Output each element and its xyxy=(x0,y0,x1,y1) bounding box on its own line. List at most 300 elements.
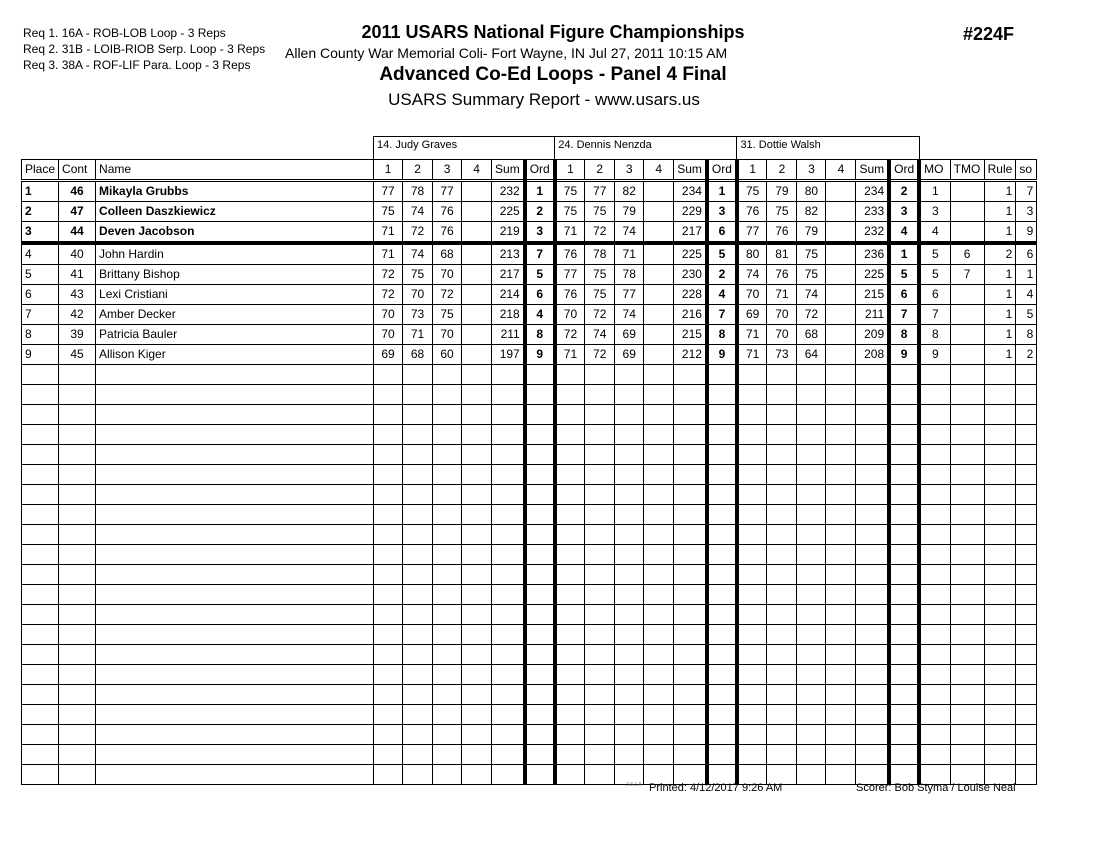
judge-2-score-4 xyxy=(644,505,674,525)
place-cell: 7 xyxy=(22,305,59,325)
judge-3-ord: 7 xyxy=(889,305,919,325)
empty-table-row xyxy=(22,485,1037,505)
cont-cell xyxy=(59,425,96,445)
so-cell: 8 xyxy=(1016,325,1037,345)
so-cell xyxy=(1016,545,1037,565)
col-j1-ord: Ord xyxy=(525,160,555,181)
judge-1-score-2 xyxy=(403,645,433,665)
judge-2-score-2 xyxy=(585,705,615,725)
judge-2-ord xyxy=(707,385,737,405)
mo-cell xyxy=(919,405,950,425)
judge-1-sum: 218 xyxy=(492,305,525,325)
judge-3-score-4 xyxy=(826,485,856,505)
judge-1-score-4 xyxy=(462,305,492,325)
judge-3-sum: 215 xyxy=(856,285,889,305)
judge-2-score-1 xyxy=(555,505,585,525)
judge-2-score-3: 74 xyxy=(615,222,644,244)
judge-3-score-1 xyxy=(737,685,767,705)
judge-2-score-2 xyxy=(585,605,615,625)
judge-2-sum xyxy=(674,405,707,425)
judge-2-ord xyxy=(707,565,737,585)
place-cell: 3 xyxy=(22,222,59,244)
judge-1-sum xyxy=(492,585,525,605)
judge-3-sum xyxy=(856,485,889,505)
judge-1-score-2: 74 xyxy=(403,202,433,222)
judge-3-score-4 xyxy=(826,665,856,685)
judge-2-score-2 xyxy=(585,625,615,645)
mo-cell xyxy=(919,645,950,665)
mo-cell xyxy=(919,385,950,405)
judge-1-score-3 xyxy=(433,705,462,725)
cont-cell: 42 xyxy=(59,305,96,325)
judge-1-score-4 xyxy=(462,725,492,745)
judge-2-score-1: 77 xyxy=(555,265,585,285)
judge-3-score-2: 76 xyxy=(767,222,797,244)
judge-1-score-1 xyxy=(374,445,403,465)
empty-table-row xyxy=(22,685,1037,705)
empty-table-row xyxy=(22,365,1037,385)
judge-3-score-3 xyxy=(797,385,826,405)
judge-3-sum xyxy=(856,465,889,485)
judge-3-score-2 xyxy=(767,745,797,765)
judge-3-score-1: 76 xyxy=(737,202,767,222)
judge-1-score-4 xyxy=(462,365,492,385)
tmo-cell xyxy=(950,505,984,525)
name-cell xyxy=(96,545,374,565)
judge-3-score-1 xyxy=(737,425,767,445)
judge-2-score-1 xyxy=(555,665,585,685)
judge-1-ord: 3 xyxy=(525,222,555,244)
tmo-cell xyxy=(950,345,984,365)
rule-cell: 1 xyxy=(984,325,1016,345)
tmo-cell xyxy=(950,645,984,665)
judge-3-sum xyxy=(856,585,889,605)
judge-3-score-1 xyxy=(737,605,767,625)
judge-2-sum xyxy=(674,645,707,665)
judge-3-sum xyxy=(856,685,889,705)
judge-2-score-2 xyxy=(585,385,615,405)
judge-1-score-4 xyxy=(462,425,492,445)
judge-1-score-2 xyxy=(403,485,433,505)
judge-2-score-2: 77 xyxy=(585,181,615,202)
judge-2-sum xyxy=(674,705,707,725)
judge-2-score-1 xyxy=(555,405,585,425)
place-cell: 1 xyxy=(22,181,59,202)
judge-3-score-1: 71 xyxy=(737,345,767,365)
judge-2-sum xyxy=(674,685,707,705)
judge-2-ord xyxy=(707,425,737,445)
judge-2-ord xyxy=(707,745,737,765)
judge-1-score-4 xyxy=(462,222,492,244)
rule-cell: 2 xyxy=(984,243,1016,265)
judge-1-score-1 xyxy=(374,585,403,605)
judge-3-ord: 3 xyxy=(889,202,919,222)
name-cell xyxy=(96,625,374,645)
name-cell xyxy=(96,505,374,525)
judge-3-ord xyxy=(889,605,919,625)
judge-2-sum xyxy=(674,625,707,645)
judge-3-sum xyxy=(856,725,889,745)
judge-2-score-3 xyxy=(615,405,644,425)
judge-3-score-4 xyxy=(826,625,856,645)
requirement-3: Req 3. 38A - ROF-LIF Para. Loop - 3 Reps xyxy=(23,58,251,72)
judge-1-score-4 xyxy=(462,565,492,585)
judge-3-score-1 xyxy=(737,385,767,405)
mo-cell xyxy=(919,365,950,385)
judge-1-score-4 xyxy=(462,745,492,765)
judge-2-score-2: 72 xyxy=(585,305,615,325)
blank-cell xyxy=(919,137,1037,160)
name-cell xyxy=(96,705,374,725)
judge-3-ord xyxy=(889,425,919,445)
judge-3-score-2: 70 xyxy=(767,325,797,345)
judge-2-score-1 xyxy=(555,365,585,385)
judge-1-score-3 xyxy=(433,605,462,625)
judge-3-score-3: 80 xyxy=(797,181,826,202)
judge-2-score-2 xyxy=(585,505,615,525)
judge-2-score-1: 71 xyxy=(555,222,585,244)
judge-1-ord xyxy=(525,445,555,465)
judge-1-sum: 225 xyxy=(492,202,525,222)
judge-1-score-2 xyxy=(403,405,433,425)
name-cell xyxy=(96,645,374,665)
judge-3-score-1 xyxy=(737,465,767,485)
so-cell: 2 xyxy=(1016,345,1037,365)
judge-3-sum xyxy=(856,705,889,725)
judge-1-sum xyxy=(492,465,525,485)
judge-1-score-3 xyxy=(433,425,462,445)
mo-cell xyxy=(919,685,950,705)
judge-1-score-4 xyxy=(462,505,492,525)
place-cell xyxy=(22,445,59,465)
judge-3-sum: 233 xyxy=(856,202,889,222)
judge-1-score-1 xyxy=(374,605,403,625)
place-cell xyxy=(22,525,59,545)
col-j3-ord: Ord xyxy=(889,160,919,181)
mo-cell: 1 xyxy=(919,181,950,202)
judge-2-sum: 225 xyxy=(674,243,707,265)
judge-2-sum: 228 xyxy=(674,285,707,305)
judge-1-ord xyxy=(525,725,555,745)
judge-2-score-3 xyxy=(615,665,644,685)
mo-cell: 5 xyxy=(919,265,950,285)
judge-1-score-3 xyxy=(433,545,462,565)
judge-1-score-4 xyxy=(462,385,492,405)
judge-2-ord: 1 xyxy=(707,181,737,202)
judge-2-sum xyxy=(674,585,707,605)
so-cell xyxy=(1016,745,1037,765)
cont-cell xyxy=(59,445,96,465)
judge-2-score-3 xyxy=(615,685,644,705)
judge-1-score-1 xyxy=(374,505,403,525)
judge-3-score-1: 69 xyxy=(737,305,767,325)
judge-2-score-3 xyxy=(615,385,644,405)
empty-table-row xyxy=(22,725,1037,745)
judge-1-score-1: 72 xyxy=(374,265,403,285)
cont-cell xyxy=(59,465,96,485)
mo-cell xyxy=(919,465,950,485)
judge-1-score-2: 70 xyxy=(403,285,433,305)
judge-2-ord: 6 xyxy=(707,222,737,244)
place-cell xyxy=(22,645,59,665)
judge-1-score-2 xyxy=(403,545,433,565)
place-cell xyxy=(22,705,59,725)
judge-1-ord xyxy=(525,565,555,585)
cont-cell: 43 xyxy=(59,285,96,305)
judge-2-score-4 xyxy=(644,565,674,585)
mo-cell xyxy=(919,545,950,565)
judge-2-score-4 xyxy=(644,585,674,605)
rule-cell xyxy=(984,685,1016,705)
judge-2-score-3 xyxy=(615,645,644,665)
judge-2-score-1: 70 xyxy=(555,305,585,325)
judge-2-score-3 xyxy=(615,505,644,525)
empty-table-row xyxy=(22,445,1037,465)
judge-2-score-2 xyxy=(585,685,615,705)
cont-cell xyxy=(59,665,96,685)
name-cell xyxy=(96,365,374,385)
judge-1-sum xyxy=(492,545,525,565)
judge-1-score-3 xyxy=(433,725,462,745)
rule-cell xyxy=(984,505,1016,525)
judge-1-sum: 211 xyxy=(492,325,525,345)
table-row xyxy=(22,345,1037,365)
scorer-names: Scorer: Bob Styma / Louise Neal xyxy=(856,782,1016,794)
judge-3-ord xyxy=(889,705,919,725)
judge-3-ord xyxy=(889,725,919,745)
rule-cell xyxy=(984,425,1016,445)
judge-3-score-2 xyxy=(767,725,797,745)
name-cell xyxy=(96,665,374,685)
judge-1-ord: 2 xyxy=(525,202,555,222)
rule-cell: 1 xyxy=(984,181,1016,202)
col-j3-s3: 3 xyxy=(797,160,826,181)
judge-3-score-1 xyxy=(737,645,767,665)
judge-2-score-4 xyxy=(644,445,674,465)
col-j3-s1: 1 xyxy=(737,160,767,181)
judge-2-ord xyxy=(707,685,737,705)
judge-1-score-3: 68 xyxy=(433,243,462,265)
judge-1-ord xyxy=(525,525,555,545)
table-row xyxy=(22,305,1037,325)
so-cell xyxy=(1016,665,1037,685)
judge-2-score-1: 72 xyxy=(555,325,585,345)
judge-1-score-1 xyxy=(374,625,403,645)
judge-2-score-4 xyxy=(644,405,674,425)
judge-2-score-4 xyxy=(644,465,674,485)
rule-cell xyxy=(984,465,1016,485)
judge-1-score-2 xyxy=(403,565,433,585)
judge-3-score-2 xyxy=(767,605,797,625)
judge-3-score-3: 72 xyxy=(797,305,826,325)
judge-1-score-4 xyxy=(462,405,492,425)
judge-3-score-1 xyxy=(737,545,767,565)
so-cell xyxy=(1016,505,1037,525)
empty-table-row xyxy=(22,665,1037,685)
judge-3-score-1: 74 xyxy=(737,265,767,285)
empty-table-row xyxy=(22,585,1037,605)
judge-2-ord xyxy=(707,665,737,685)
judge-1-ord xyxy=(525,365,555,385)
rule-cell: 1 xyxy=(984,222,1016,244)
col-j2-s3: 3 xyxy=(615,160,644,181)
judge-1-score-2 xyxy=(403,505,433,525)
judge-2-score-3: 69 xyxy=(615,325,644,345)
judge-3-score-4 xyxy=(826,305,856,325)
judge-1-score-3 xyxy=(433,525,462,545)
judge-2-score-4 xyxy=(644,605,674,625)
so-cell: 4 xyxy=(1016,285,1037,305)
judge-3-sum xyxy=(856,445,889,465)
col-j1-s1: 1 xyxy=(374,160,403,181)
judge-1-score-3 xyxy=(433,505,462,525)
judge-3-score-3 xyxy=(797,605,826,625)
judge-2-score-1 xyxy=(555,425,585,445)
cont-cell xyxy=(59,525,96,545)
judge-2-score-3 xyxy=(615,625,644,645)
judge-3-score-2 xyxy=(767,665,797,685)
judge-2-score-3 xyxy=(615,605,644,625)
tmo-cell xyxy=(950,745,984,765)
event-number: #224F xyxy=(963,24,1015,44)
judge-3-sum xyxy=(856,505,889,525)
mo-cell xyxy=(919,425,950,445)
judge-1-score-3: 70 xyxy=(433,265,462,285)
rule-cell: 1 xyxy=(984,265,1016,285)
judge-2-score-4 xyxy=(644,425,674,445)
judge-1-score-1: 71 xyxy=(374,243,403,265)
judge-1-score-4 xyxy=(462,685,492,705)
tmo-cell xyxy=(950,202,984,222)
table-row xyxy=(22,325,1037,345)
judge-3-score-2 xyxy=(767,445,797,465)
tmo-cell xyxy=(950,605,984,625)
judge-2-sum xyxy=(674,465,707,485)
judge-3-score-2: 75 xyxy=(767,202,797,222)
name-cell xyxy=(96,385,374,405)
judge-1-score-2 xyxy=(403,665,433,685)
judge-2-ord xyxy=(707,505,737,525)
judge-3-score-2 xyxy=(767,565,797,585)
empty-table-row xyxy=(22,425,1037,445)
judge-1-score-2: 71 xyxy=(403,325,433,345)
judge-1-sum xyxy=(492,525,525,545)
judge-3-score-4 xyxy=(826,525,856,545)
judge-2-sum xyxy=(674,565,707,585)
judge-3-ord xyxy=(889,405,919,425)
judge-2-score-4 xyxy=(644,365,674,385)
col-tmo: TMO xyxy=(950,160,984,181)
event-title: Advanced Co-Ed Loops - Panel 4 Final xyxy=(379,64,727,85)
judge-2-sum: 230 xyxy=(674,265,707,285)
judge-3-score-3 xyxy=(797,545,826,565)
tmo-cell xyxy=(950,325,984,345)
so-cell xyxy=(1016,365,1037,385)
judge-2-score-4 xyxy=(644,625,674,645)
judge-1-ord xyxy=(525,545,555,565)
rule-cell xyxy=(984,385,1016,405)
rule-cell xyxy=(984,745,1016,765)
name-cell: Patricia Bauler xyxy=(96,325,374,345)
mo-cell: 6 xyxy=(919,285,950,305)
so-cell: 3 xyxy=(1016,202,1037,222)
judge-1-ord xyxy=(525,645,555,665)
judge-3-ord: 9 xyxy=(889,345,919,365)
cont-cell xyxy=(59,405,96,425)
judge-2-sum xyxy=(674,745,707,765)
judge-3-ord xyxy=(889,685,919,705)
place-cell xyxy=(22,605,59,625)
judge-3-score-1 xyxy=(737,485,767,505)
judge-2-ord: 2 xyxy=(707,265,737,285)
judge-3-score-4 xyxy=(826,365,856,385)
judge-1-score-3 xyxy=(433,745,462,765)
mo-cell xyxy=(919,705,950,725)
judge-2-score-3 xyxy=(615,425,644,445)
judge-3-score-2: 81 xyxy=(767,243,797,265)
judge-1-score-1: 70 xyxy=(374,325,403,345)
judge-2-score-4 xyxy=(644,385,674,405)
judge-1-name: 14. Judy Graves xyxy=(374,137,555,160)
championship-title: 2011 USARS National Figure Championships xyxy=(361,22,745,42)
judge-3-score-3: 64 xyxy=(797,345,826,365)
col-j2-s1: 1 xyxy=(555,160,585,181)
judge-2-score-2 xyxy=(585,565,615,585)
place-cell: 2 xyxy=(22,202,59,222)
mo-cell xyxy=(919,445,950,465)
judge-2-score-3 xyxy=(615,705,644,725)
so-cell xyxy=(1016,425,1037,445)
tmo-cell xyxy=(950,705,984,725)
cont-cell xyxy=(59,685,96,705)
judge-2-score-2 xyxy=(585,485,615,505)
judge-3-score-1: 70 xyxy=(737,285,767,305)
judge-1-score-1 xyxy=(374,525,403,545)
judge-1-ord xyxy=(525,745,555,765)
judge-2-score-1 xyxy=(555,465,585,485)
judge-3-score-4 xyxy=(826,445,856,465)
col-so: so xyxy=(1016,160,1037,181)
judge-2-score-3: 79 xyxy=(615,202,644,222)
judge-3-sum xyxy=(856,745,889,765)
table-row xyxy=(22,202,1037,222)
judge-3-score-2 xyxy=(767,625,797,645)
col-j1-sum: Sum xyxy=(492,160,525,181)
judge-1-score-1: 69 xyxy=(374,345,403,365)
tmo-cell xyxy=(950,445,984,465)
rule-cell xyxy=(984,565,1016,585)
judge-2-score-1: 76 xyxy=(555,285,585,305)
place-cell xyxy=(22,625,59,645)
cont-cell xyxy=(59,545,96,565)
so-cell: 1 xyxy=(1016,265,1037,285)
rule-cell xyxy=(984,485,1016,505)
judge-2-ord xyxy=(707,465,737,485)
judge-1-score-2 xyxy=(403,625,433,645)
col-j2-sum: Sum xyxy=(674,160,707,181)
judge-2-sum: 229 xyxy=(674,202,707,222)
judge-1-score-4 xyxy=(462,545,492,565)
judge-3-sum xyxy=(856,625,889,645)
empty-table-row xyxy=(22,645,1037,665)
judge-2-score-2: 75 xyxy=(585,202,615,222)
judge-1-score-3 xyxy=(433,645,462,665)
judge-header-row xyxy=(22,137,1037,160)
judge-1-score-2: 68 xyxy=(403,345,433,365)
judge-2-score-2 xyxy=(585,405,615,425)
tmo-cell xyxy=(950,625,984,645)
judge-3-score-1 xyxy=(737,365,767,385)
